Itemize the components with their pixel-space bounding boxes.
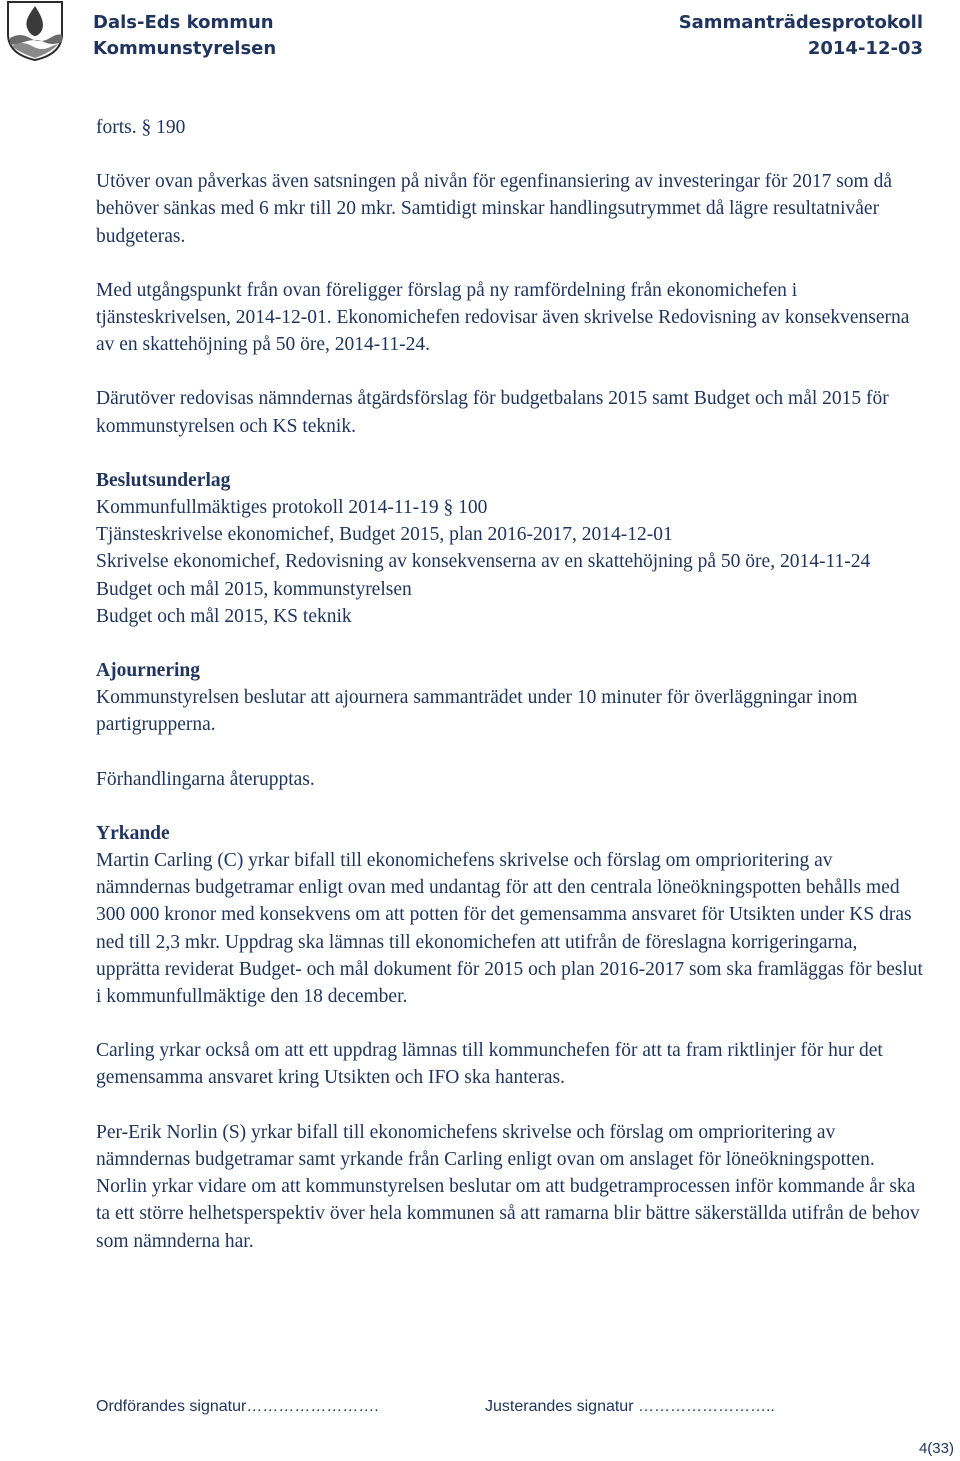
- continuation-label: forts. § 190: [96, 117, 186, 138]
- paragraph-2: Med utgångspunkt från ovan föreligger förslag på ny ramfördelning från ekonomichefen i tjänsteskrivelsen, 2014-12-01. Ekonomichefen redovisar även skrivelse Redovisning av konsekvenserna av en skattehöjning på 50 öre, 2014-11-24.: [96, 279, 910, 356]
- org-name: Dals-Eds kommun: [93, 12, 274, 33]
- adjuster-signature: Justerandes signatur ……………………..: [485, 1398, 775, 1415]
- body-name: Kommunstyrelsen: [93, 38, 277, 59]
- ajournering-text: Kommunstyrelsen beslutar att ajournera sammanträdet under 10 minuter för överläggningar inom partigrupperna.: [96, 687, 858, 736]
- header-right: [679, 10, 923, 62]
- paragraph-3: Därutöver redovisas nämndernas åtgärdsförslag för budgetbalans 2015 samt Budget och mål 2015 för kommunstyrelsen och KS teknik.: [96, 388, 889, 437]
- beslutsunderlag-item: Kommunfullmäktiges protokoll 2014-11-19 § 100: [96, 497, 488, 519]
- ajournering-heading: Ajournering: [96, 660, 200, 682]
- header-left: [93, 10, 276, 62]
- forhandlingar-text: Förhandlingarna återupptas.: [96, 768, 315, 790]
- beslutsunderlag-item: Budget och mål 2015, kommunstyrelsen: [96, 578, 412, 600]
- yrkande-heading: Yrkande: [96, 822, 170, 844]
- doc-type: Sammanträdesprotokoll: [678, 12, 923, 33]
- doc-date: 2014-12-03: [807, 38, 923, 59]
- document-body: [96, 114, 926, 1255]
- municipal-crest-icon: [0, 0, 70, 62]
- yrkande-2: Carling yrkar också om att ett uppdrag lämnas till kommunchefen för att ta fram riktlinjer för hur det gemensamma ansvaret kring Utsikten och IFO ska hanteras.: [96, 1040, 883, 1089]
- page-number: 4(33): [918, 1440, 954, 1457]
- paragraph-1: Utöver ovan påverkas även satsningen på nivån för egenfinansiering av investeringar för 2017 som då behöver sänkas med 6 mkr till 20 mkr. Samtidigt minskar handlingsutrymmet då lägre resultatnivåer budgeteras.: [96, 171, 892, 247]
- signature-footer: [96, 1398, 926, 1416]
- beslutsunderlag-item: Tjänsteskrivelse ekonomichef, Budget 2015, plan 2016-2017, 2014-12-01: [96, 524, 673, 546]
- yrkande-1: Martin Carling (C) yrkar bifall till ekonomichefens skrivelse och förslag om omprioritering av nämndernas budgetramar enligt ovan med undantag för att den centrala löneökningspotten behålls med 300 000 kronor med konsekvens om att potten för det gemensamma ansvaret för Utsikten under KS dras ned till 2,3 mkr. Uppdrag ska lämnas till ekonomichefen att utifrån de föreslagna korrigeringarna, upprätta reviderat Budget- och mål dokument för 2015 och plan 2016-2017 som ska framläggas för beslut i kommunfullmäktige den 18 december.: [96, 850, 923, 1008]
- beslutsunderlag-item: Budget och mål 2015, KS teknik: [96, 605, 352, 627]
- beslutsunderlag-item: Skrivelse ekonomichef, Redovisning av konsekvenserna av en skattehöjning på 50 öre, 2014-11-24: [96, 551, 871, 573]
- chair-signature: Ordförandes signatur…………………….: [96, 1398, 379, 1415]
- beslutsunderlag-heading: Beslutsunderlag: [96, 469, 231, 491]
- yrkande-3: Per-Erik Norlin (S) yrkar bifall till ekonomichefens skrivelse och förslag om omprioritering av nämndernas budgetramar samt yrkande från Carling enligt ovan om anslaget för löneökningspotten. Norlin yrkar vidare om att kommunstyrelsen beslutar om att budgetramprocessen inför kommande år ska ta ett större helhetsperspektiv över hela kommunen så att ramarna blir bättre säkerställda utifrån de behov som nämnderna har.: [96, 1121, 920, 1252]
